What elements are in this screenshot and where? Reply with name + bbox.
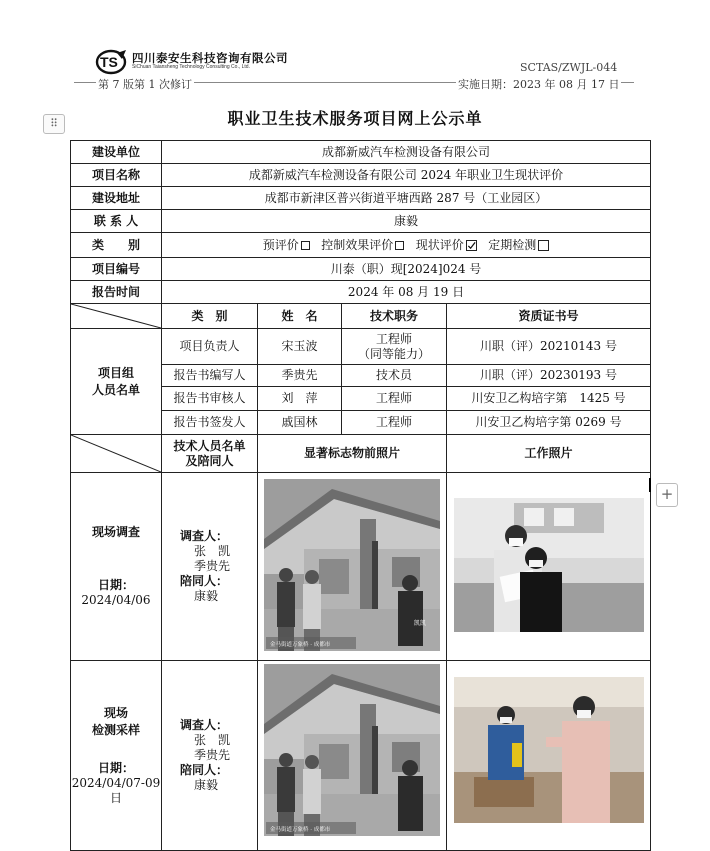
member-name[interactable]: 刘 萍	[258, 387, 342, 411]
report-time-value[interactable]: 2024 年 08 月 19 日	[162, 281, 651, 304]
investigator-name: 张 凯	[194, 544, 231, 558]
investigator-name: 季贵先	[194, 559, 231, 573]
escort-label: 陪同人：	[180, 574, 229, 588]
date-label: 日期：	[97, 761, 134, 775]
category-label: 类 别	[71, 233, 162, 258]
photo-caption: 金马街道万象桥 · 成都市	[270, 641, 331, 648]
date-label: 日期：	[97, 578, 134, 592]
staff-cell	[162, 661, 258, 851]
company-logo-icon	[95, 47, 129, 75]
company-name-cn: 四川泰安生科技咨询有限公司	[132, 51, 288, 65]
activity-name: 现场调查	[91, 525, 140, 539]
document-code: SCTAS/ZWJL-044	[520, 61, 618, 74]
activity-date: 2024/04/07-09 日	[71, 776, 161, 805]
project-value[interactable]: 成都新威汽车检测设备有限公司 2024 年职业卫生现状评价	[162, 164, 651, 187]
member-role[interactable]: 报告书编写人	[162, 365, 258, 387]
escort-name: 康毅	[194, 589, 219, 603]
table-drag-handle-icon[interactable]: ⠿	[43, 114, 65, 134]
activity-row	[71, 473, 651, 661]
member-role[interactable]: 项目负责人	[162, 329, 258, 365]
category-options	[162, 233, 651, 258]
member-cert[interactable]: 川安卫乙构培字第 0269 号	[447, 411, 651, 435]
photo-caption: 金马街道万象桥 · 成都市	[270, 827, 331, 833]
unit-value[interactable]: 成都新威汽车检测设备有限公司	[162, 141, 651, 164]
escort-name: 康毅	[194, 778, 219, 792]
category-control-eval[interactable]: 控制效果评价	[321, 238, 404, 252]
project-label: 项目名称	[71, 164, 162, 187]
member-cert[interactable]: 川职（评）20210143 号	[447, 329, 651, 365]
work-photo-cell	[447, 473, 651, 661]
investigator-label: 调查人：	[180, 718, 229, 732]
page-title: 职业卫生技术服务项目网上公示单	[227, 109, 483, 128]
company-name-en: SiChuan Taiansheng Technology Consulting Co., Ltd.	[132, 64, 250, 70]
svg-text:TS: TS	[100, 54, 118, 70]
investigator-label: 调查人：	[180, 529, 229, 543]
landmark-photo[interactable]	[264, 664, 440, 836]
member-name[interactable]: 季贵先	[258, 365, 342, 387]
member-cert[interactable]: 川职（评）20230193 号	[447, 365, 651, 387]
member-header-title: 技术职务	[342, 304, 447, 329]
member-title[interactable]: 工程师	[342, 411, 447, 435]
investigator-name: 季贵先	[194, 748, 231, 762]
contact-label: 联 系 人	[71, 210, 162, 233]
col-staff-header: 技术人员名单 及陪同人	[162, 435, 258, 473]
category-periodic-test[interactable]: 定期检测	[488, 238, 549, 252]
landmark-photo[interactable]	[264, 479, 440, 651]
table-row	[71, 329, 651, 365]
diagonal-header-cell	[71, 435, 162, 473]
activity-info	[71, 661, 162, 851]
work-photo[interactable]	[454, 498, 644, 632]
activity-info	[71, 473, 162, 661]
unit-label: 建设单位	[71, 141, 162, 164]
escort-label: 陪同人：	[180, 763, 229, 777]
member-role[interactable]: 报告书签发人	[162, 411, 258, 435]
activity-date: 2024/04/06	[81, 593, 151, 607]
col-landmark-header: 显著标志物前照片	[258, 435, 447, 473]
checkbox-empty-icon[interactable]	[538, 240, 549, 251]
address-label: 建设地址	[71, 187, 162, 210]
photo-tag: 凯凯	[414, 619, 427, 627]
investigator-name: 张 凯	[194, 733, 231, 747]
effective-date: 实施日期：2023 年 08 月 17 日	[458, 78, 620, 91]
address-value[interactable]: 成都市新津区普兴街道平塘西路 287 号（工业园区）	[162, 187, 651, 210]
notice-table	[70, 140, 651, 851]
number-value[interactable]: 川泰（职）现[2024]024 号	[162, 258, 651, 281]
member-role[interactable]: 报告书审核人	[162, 387, 258, 411]
staff-cell	[162, 473, 258, 661]
report-time-label: 报告时间	[71, 281, 162, 304]
number-label: 项目编号	[71, 258, 162, 281]
category-status-eval[interactable]: 现状评价	[416, 238, 477, 252]
member-title[interactable]: 工程师 （同等能力）	[342, 329, 447, 365]
col-work-header: 工作照片	[447, 435, 651, 473]
checkbox-empty-icon[interactable]	[301, 241, 310, 250]
text-cursor	[649, 478, 651, 492]
member-header-name: 姓 名	[258, 304, 342, 329]
diagonal-header-cell	[71, 304, 162, 329]
activity-name: 现场 检测采样	[91, 706, 140, 737]
contact-value[interactable]: 康毅	[162, 210, 651, 233]
landmark-photo-cell	[258, 661, 447, 851]
checkbox-empty-icon[interactable]	[395, 241, 404, 250]
revision-text: 第 7 版第 1 次修订	[98, 78, 192, 91]
add-column-button[interactable]: +	[656, 483, 678, 507]
category-pre-eval[interactable]: 预评价	[263, 238, 310, 252]
member-name[interactable]: 戚国林	[258, 411, 342, 435]
member-header-role: 类 别	[162, 304, 258, 329]
activity-row	[71, 661, 651, 851]
member-title[interactable]: 工程师	[342, 387, 447, 411]
member-header-cert: 资质证书号	[447, 304, 651, 329]
member-title[interactable]: 技术员	[342, 365, 447, 387]
work-photo[interactable]	[454, 677, 644, 823]
member-name[interactable]: 宋玉波	[258, 329, 342, 365]
checkbox-checked-icon[interactable]	[466, 240, 477, 251]
work-photo-cell	[447, 661, 651, 851]
landmark-photo-cell	[258, 473, 447, 661]
member-cert[interactable]: 川安卫乙构培字第 1425 号	[447, 387, 651, 411]
group-label: 项目组 人员名单	[71, 329, 162, 435]
